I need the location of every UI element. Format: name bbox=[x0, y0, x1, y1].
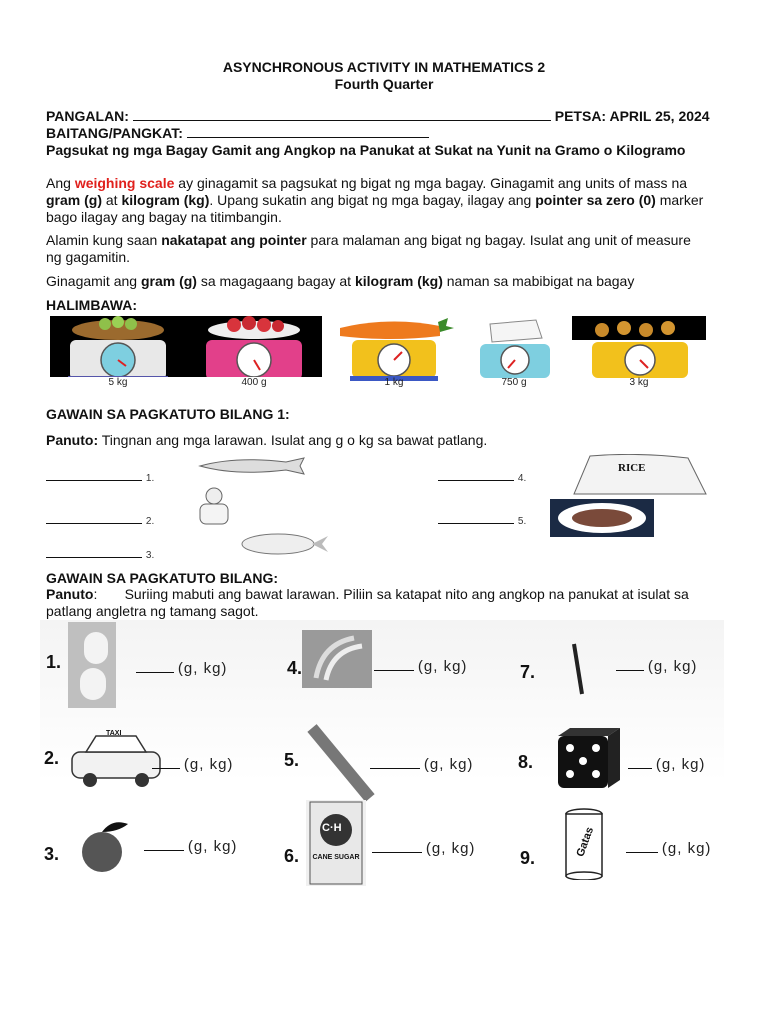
intro-paragraph-1: Ang weighing scale ay ginagamit sa pagsukat ng bigat ng mga bagay. Ginagamit ang units of mass na gram (g) at kilogram (kg). Upang sukatin ang bigat ng mga bagay, ilagay ang pointer sa zero (0) marker bago ilagay ang bagay na titimbangin. bbox=[46, 175, 704, 225]
rolling-pin-picture bbox=[306, 724, 378, 802]
sugar-label: CANE SUGAR bbox=[312, 854, 360, 861]
grade-blank[interactable] bbox=[187, 125, 429, 138]
activity1-item-5[interactable]: 5. bbox=[438, 511, 526, 527]
answer-blank[interactable] bbox=[628, 756, 652, 769]
answer-row-9[interactable]: (g, kg) bbox=[626, 840, 711, 857]
item-number-1: 1. bbox=[46, 652, 62, 672]
answer-blank[interactable] bbox=[372, 840, 422, 853]
orange-picture bbox=[76, 816, 136, 876]
answer-row-1[interactable]: (g, kg) bbox=[136, 660, 227, 677]
grade-label: BAITANG/PANGKAT: bbox=[46, 125, 183, 141]
activity2-panel bbox=[40, 620, 724, 890]
answer-blank[interactable] bbox=[46, 511, 142, 524]
answer-blank[interactable] bbox=[152, 756, 180, 769]
answer-blank[interactable] bbox=[144, 838, 184, 851]
date-label: PETSA: APRIL 25, 2024 bbox=[554, 108, 710, 124]
answer-blank[interactable] bbox=[374, 658, 414, 671]
answer-blank[interactable] bbox=[626, 840, 658, 853]
activity1-instructions: Panuto: Tingnan ang mga larawan. Isulat ang g o kg sa bawat patlang. bbox=[46, 432, 488, 448]
answer-row-8[interactable]: (g, kg) bbox=[628, 756, 705, 773]
milk-jar-label: Gatas bbox=[574, 825, 597, 859]
activity1-heading: GAWAIN SA PAGKATUTO BILANG 1: bbox=[46, 406, 290, 422]
bananas-picture bbox=[302, 630, 372, 688]
activity1-item-4[interactable]: 4. bbox=[438, 468, 526, 484]
grade-field[interactable] bbox=[46, 125, 429, 141]
intro-paragraph-3: Ginagamit ang gram (g) sa magagaang bagay at kilogram (kg) naman sa mabibigat na bagay bbox=[46, 273, 635, 289]
activity2-instructions: Panuto: Suriing mabuti ang bawat larawan. Piliin sa katapat nito ang angkop na panukat at isulat sa patlang angletra ng tamang sagot. bbox=[46, 586, 689, 619]
scale-label-2: 400 g bbox=[186, 377, 322, 388]
answer-blank[interactable] bbox=[438, 511, 514, 524]
item-number-9: 9. bbox=[520, 848, 536, 868]
intro-paragraph-2: Alamin kung saan nakatapat ang pointer para malaman ang bigat ng bagay. Isulat ang unit of measure ng gagamitin. bbox=[46, 232, 691, 265]
milk-jar-picture bbox=[560, 806, 608, 880]
rice-label: RICE bbox=[618, 462, 646, 474]
name-label: PANGALAN: bbox=[46, 108, 129, 124]
rice-plate-picture bbox=[550, 499, 654, 537]
scale-example-4 bbox=[462, 316, 566, 388]
rice-sack-picture bbox=[566, 454, 712, 496]
item-number-6: 6. bbox=[284, 846, 300, 866]
answer-blank[interactable] bbox=[616, 658, 644, 671]
name-blank[interactable] bbox=[133, 108, 551, 121]
answer-blank[interactable] bbox=[136, 660, 174, 673]
answer-row-3[interactable]: (g, kg) bbox=[144, 838, 237, 855]
page-subtitle: Fourth Quarter bbox=[334, 76, 434, 92]
item-number-4: 4. bbox=[287, 658, 303, 678]
example-heading: HALIMBAWA: bbox=[46, 297, 137, 313]
fish-picture bbox=[196, 456, 308, 476]
item-number-5: 5. bbox=[284, 750, 300, 770]
answer-row-5[interactable]: (g, kg) bbox=[370, 756, 473, 773]
activity1-item-1[interactable]: 1. bbox=[46, 468, 154, 484]
answer-row-7[interactable]: (g, kg) bbox=[616, 658, 697, 675]
activity1-item-3[interactable]: 3. bbox=[46, 545, 154, 561]
item-number-7: 7. bbox=[520, 662, 536, 682]
answer-blank[interactable] bbox=[370, 756, 420, 769]
pen-picture bbox=[570, 640, 586, 698]
item-number-8: 8. bbox=[518, 752, 534, 772]
sugar-logo: C·H bbox=[322, 822, 342, 834]
scale-example-2 bbox=[186, 316, 322, 388]
answer-blank[interactable] bbox=[46, 545, 142, 558]
dice-picture bbox=[554, 726, 624, 792]
activity1-item-2[interactable]: 2. bbox=[46, 511, 154, 527]
scale-example-3 bbox=[330, 316, 458, 388]
scale-label-5: 3 kg bbox=[629, 377, 649, 388]
sugar-bag-picture bbox=[306, 800, 366, 886]
taxi-picture bbox=[68, 730, 164, 788]
answer-blank[interactable] bbox=[438, 468, 514, 481]
item-number-2: 2. bbox=[44, 748, 60, 768]
topic-title: Pagsukat ng mga Bagay Gamit ang Angkop na Panukat at Sukat na Yunit na Gramo o Kilogramo bbox=[46, 142, 686, 158]
scale-label-1: 5 kg bbox=[50, 377, 186, 388]
activity2-heading: GAWAIN SA PAGKATUTO BILANG: bbox=[46, 570, 279, 586]
pills-picture bbox=[68, 622, 116, 708]
answer-blank[interactable] bbox=[46, 468, 142, 481]
scale-label-3: 1 kg bbox=[384, 377, 404, 388]
answer-row-6[interactable]: (g, kg) bbox=[372, 840, 475, 857]
scale-label-4: 750 g bbox=[501, 377, 527, 388]
person-picture bbox=[190, 486, 238, 526]
answer-row-4[interactable]: (g, kg) bbox=[374, 658, 467, 675]
scale-example-5 bbox=[572, 316, 706, 388]
scale-example-1 bbox=[50, 316, 186, 388]
taxi-label: TAXI bbox=[106, 730, 122, 737]
answer-row-2[interactable]: (g, kg) bbox=[152, 756, 233, 773]
pineapple-picture bbox=[232, 530, 332, 556]
name-field[interactable] bbox=[46, 108, 710, 124]
item-number-3: 3. bbox=[44, 844, 60, 864]
page-title: ASYNCHRONOUS ACTIVITY IN MATHEMATICS 2 bbox=[222, 59, 546, 75]
